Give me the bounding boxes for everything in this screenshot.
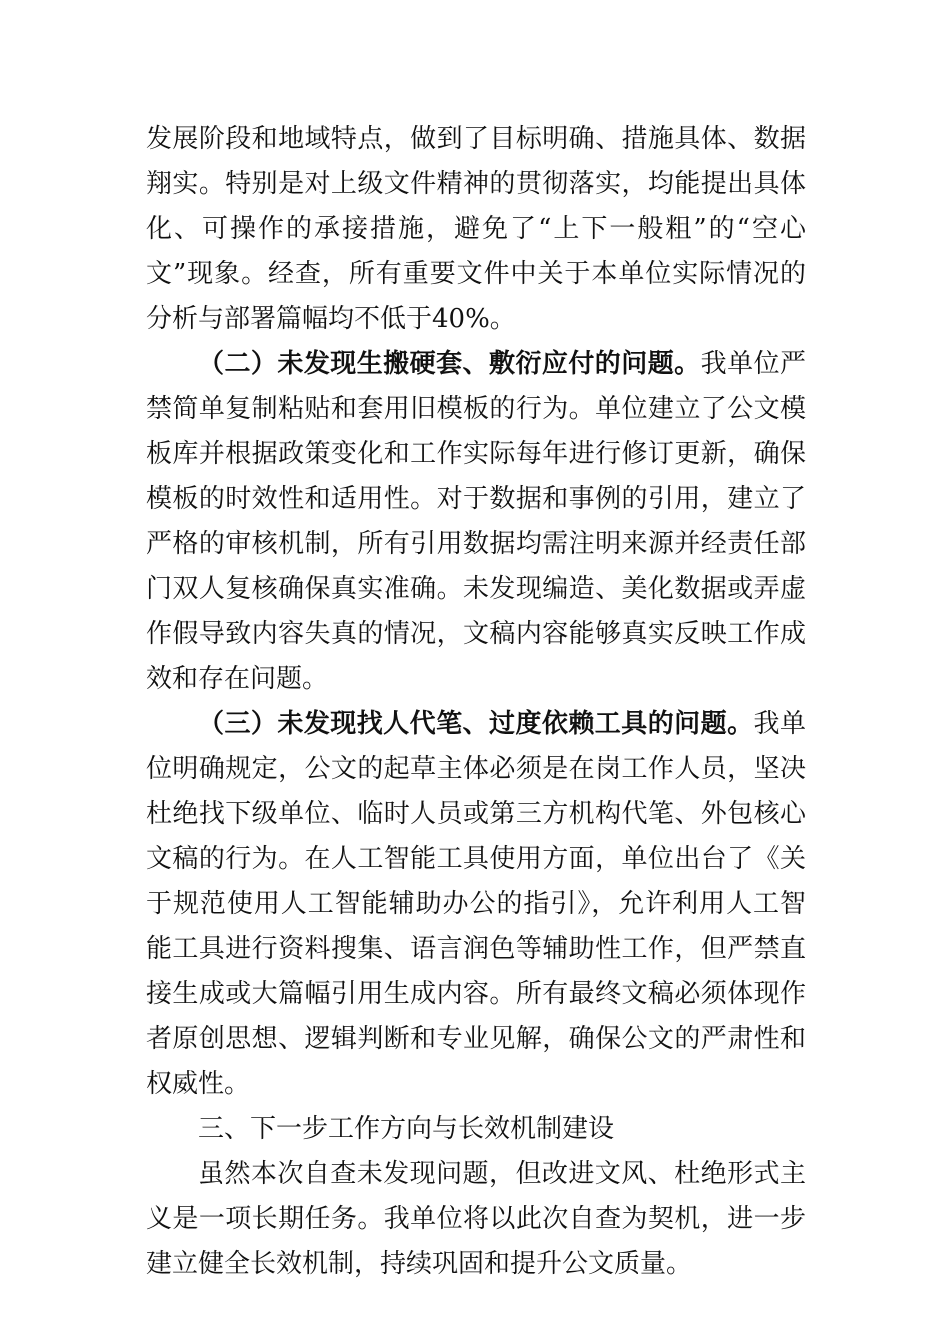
document-body <box>146 117 806 1287</box>
paragraph-continued: 发展阶段和地域特点，做到了目标明确、措施具体、数据翔实。特别是对上级文件精神的贯彻落实，均能提出具体化、可操作的承接措施，避免了“上下一般粗”的“空心文”现象。经查，所有重要文件中关于本单位实际情况的分析与部署篇幅均不低于40%。 <box>146 124 806 334</box>
item-3-lead: （三）未发现找人代笔、过度依赖工具的问题。 <box>198 709 754 739</box>
section-3-heading: 三、下一步工作方向与长效机制建设 <box>198 1114 615 1144</box>
item-3-paragraph <box>146 702 806 1107</box>
item-3-body: 我单位明确规定，公文的起草主体必须是在岗工作人员，坚决杜绝找下级单位、临时人员或第三方机构代笔、外包核心文稿的行为。在人工智能工具使用方面，单位出台了《关于规范使用人工智能辅助办公的指引》，允许利用人工智能工具进行资料搜集、语言润色等辅助性工作，但严禁直接生成或大篇幅引用生成内容。所有最终文稿必须体现作者原创思想、逻辑判断和专业见解，确保公文的严肃性和权威性。 <box>146 709 806 1099</box>
item-2-paragraph <box>146 342 806 702</box>
item-2-lead: （二）未发现生搬硬套、敷衍应付的问题。 <box>198 349 701 379</box>
item-2-body: 我单位严禁简单复制粘贴和套用旧模板的行为。单位建立了公文模板库并根据政策变化和工作实际每年进行修订更新，确保模板的时效性和适用性。对于数据和事例的引用，建立了严格的审核机制，所有引用数据均需注明来源并经责任部门双人复核确保真实准确。未发现编造、美化数据或弄虚作假导致内容失真的情况，文稿内容能够真实反映工作成效和存在问题。 <box>146 349 806 694</box>
section-3-intro: 虽然本次自查未发现问题，但改进文风、杜绝形式主义是一项长期任务。我单位将以此次自查为契机，进一步建立健全长效机制，持续巩固和提升公文质量。 <box>146 1159 806 1279</box>
